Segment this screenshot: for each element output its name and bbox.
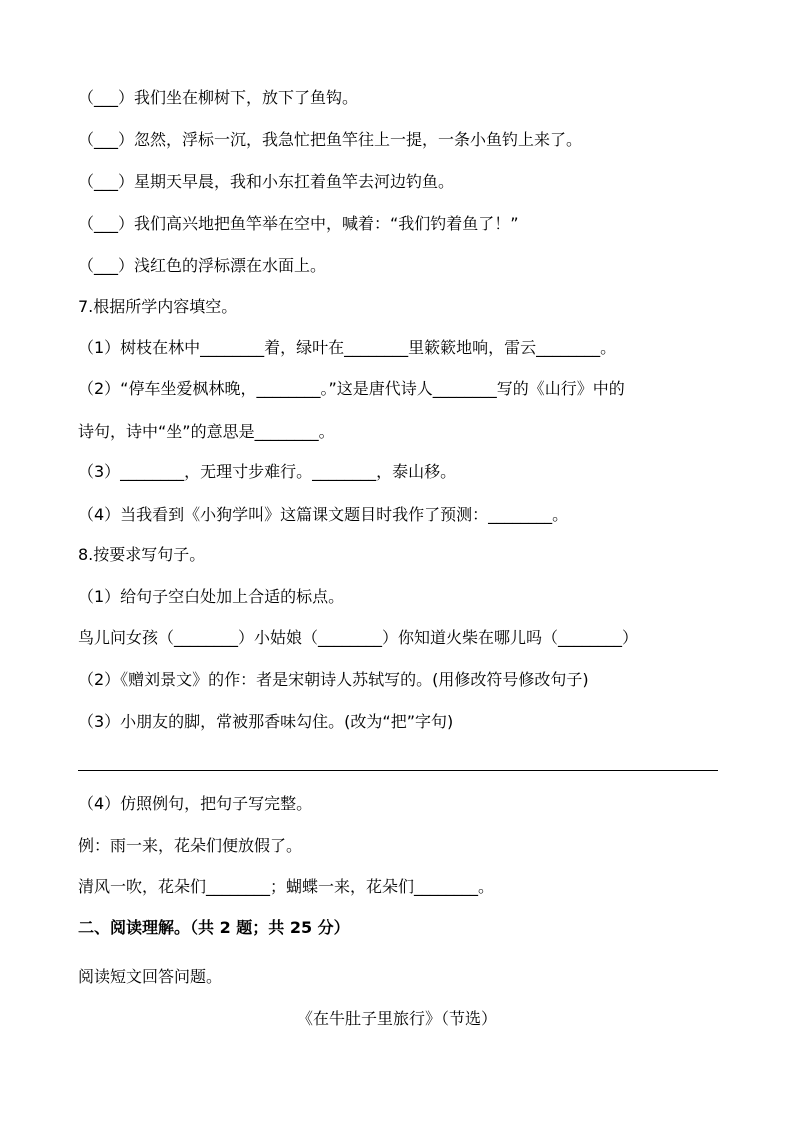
answer-line — [78, 770, 718, 771]
question-7-item: （2）“停车坐爱枫林晚，________。”这是唐代诗人________写的《山行》中的 — [78, 379, 625, 398]
question-7-item: （4）当我看到《小狗学叫》这篇课文题目时我作了预测：________。 — [78, 505, 569, 524]
question-8-item: 鸟儿问女孩（________）小姑娘（________）你知道火柴在哪儿吗（________） — [78, 628, 639, 647]
section-heading: 二、阅读理解。（共 2 题；共 25 分） — [78, 918, 350, 937]
order-item: （___）星期天早晨，我和小东扛着鱼竿去河边钓鱼。 — [78, 172, 455, 191]
question-8-item: （1）给句子空白处加上合适的标点。 — [78, 587, 345, 606]
order-item: （___）忽然，浮标一沉，我急忙把鱼竿往上一提，一条小鱼钓上来了。 — [78, 130, 583, 149]
question-8-title: 8.按要求写句子。 — [78, 545, 206, 564]
question-7-item: （1）树枝在林中________着，绿叶在________里簌簌地响，雷云________。 — [78, 338, 617, 357]
question-8-item: （2）《赠刘景文》的作：者是宋朝诗人苏轼写的。(用修改符号修改句子) — [78, 670, 589, 689]
order-item: （___）浅红色的浮标漂在水面上。 — [78, 256, 327, 275]
article-title: 《在牛肚子里旅行》（节选） — [296, 1009, 497, 1028]
order-item: （___）我们高兴地把鱼竿举在空中，喊着：“我们钓着鱼了！” — [78, 214, 519, 233]
order-item: （___）我们坐在柳树下，放下了鱼钩。 — [78, 88, 359, 107]
question-7-item: （3）________，无理寸步难行。________，泰山移。 — [78, 462, 457, 481]
question-7-item: 诗句，诗中“坐”的意思是________。 — [78, 422, 335, 441]
example-sentence: 例：雨一来，花朵们便放假了。 — [78, 836, 303, 855]
question-8-item: 清风一吹，花朵们________；蝴蝶一来，花朵们________。 — [78, 877, 495, 896]
question-8-item: （4）仿照例句，把句子写完整。 — [78, 794, 313, 813]
reading-intro: 阅读短文回答问题。 — [78, 967, 223, 986]
question-8-item: （3）小朋友的脚，常被那香味勾住。(改为“把”字句) — [78, 712, 454, 731]
question-7-title: 7.根据所学内容填空。 — [78, 297, 238, 316]
